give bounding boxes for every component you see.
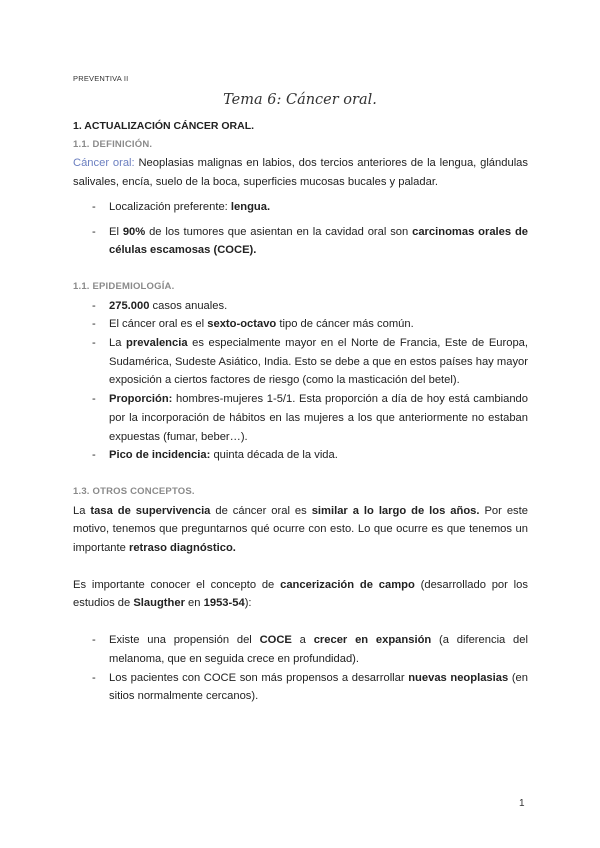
list-item: - Existe una propensión del COCE a crecer en expansión (a diferencia del melanoma, que en seguida crece en profundidad). — [73, 631, 528, 668]
epidemiology-list — [73, 297, 528, 465]
definition-paragraph: Cáncer oral: Neoplasias malignas en labios, dos tercios anteriores de la lengua, glándulas salivales, encía, suelo de la boca, superficies mucosas bucales y paladar. — [73, 157, 529, 189]
subsection-heading-epidemiologia: 1.1. EPIDEMIOLOGÍA. — [73, 280, 175, 292]
definition-term: Cáncer oral: — [73, 157, 135, 170]
subsection-heading-definicion: 1.1. DEFINICIÓN. — [73, 138, 153, 150]
list-item: - Pico de incidencia: quinta década de la vida. — [73, 446, 528, 465]
list-item: - Proporción: hombres-mujeres 1-5/1. Esta proporción a día de hoy está cambiando por la incorporación de hábitos en las mujeres a los que anteriormente no estaban expuestas (fumar, beber…). — [73, 390, 528, 446]
concepts-list — [73, 631, 528, 706]
definition-list — [73, 198, 528, 260]
page-title: Tema 6: Cáncer oral. — [223, 92, 377, 108]
list-item: - Localización preferente: lengua. — [73, 198, 528, 217]
list-item: - 275.000 casos anuales. — [73, 297, 528, 316]
paragraph: Es importante conocer el concepto de cancerización de campo (desarrollado por los estudios de Slaugther en 1953-54): — [73, 578, 528, 610]
subsection-heading-otros: 1.3. OTROS CONCEPTOS. — [73, 485, 195, 497]
paragraph: La tasa de supervivencia de cáncer oral es similar a lo largo de los años. Por este motivo, tenemos que preguntarnos qué ocurre con esto. Lo que ocurre es que tenemos un importante retraso diagnóstico. — [73, 504, 528, 555]
list-item: - El 90% de los tumores que asientan en la cavidad oral son carcinomas orales de células escamosas (COCE). — [73, 223, 528, 260]
list-item: - La prevalencia es especialmente mayor en el Norte de Francia, Este de Europa, Sudamérica, Sudeste Asiático, India. Esto se debe a que en estos países hay mayor exposición a ciertos factores de riesgo (como la masticación del betel). — [73, 334, 528, 390]
list-item: - El cáncer oral es el sexto-octavo tipo de cáncer más común. — [73, 315, 528, 334]
section-heading: 1. ACTUALIZACIÓN CÁNCER ORAL. — [73, 120, 255, 132]
document-body — [73, 117, 528, 706]
page-number: 1 — [519, 798, 525, 809]
page-header: PREVENTIVA II — [73, 74, 129, 83]
list-item: - Los pacientes con COCE son más propensos a desarrollar nuevas neoplasias (en sitios normalmente cercanos). — [73, 669, 528, 706]
